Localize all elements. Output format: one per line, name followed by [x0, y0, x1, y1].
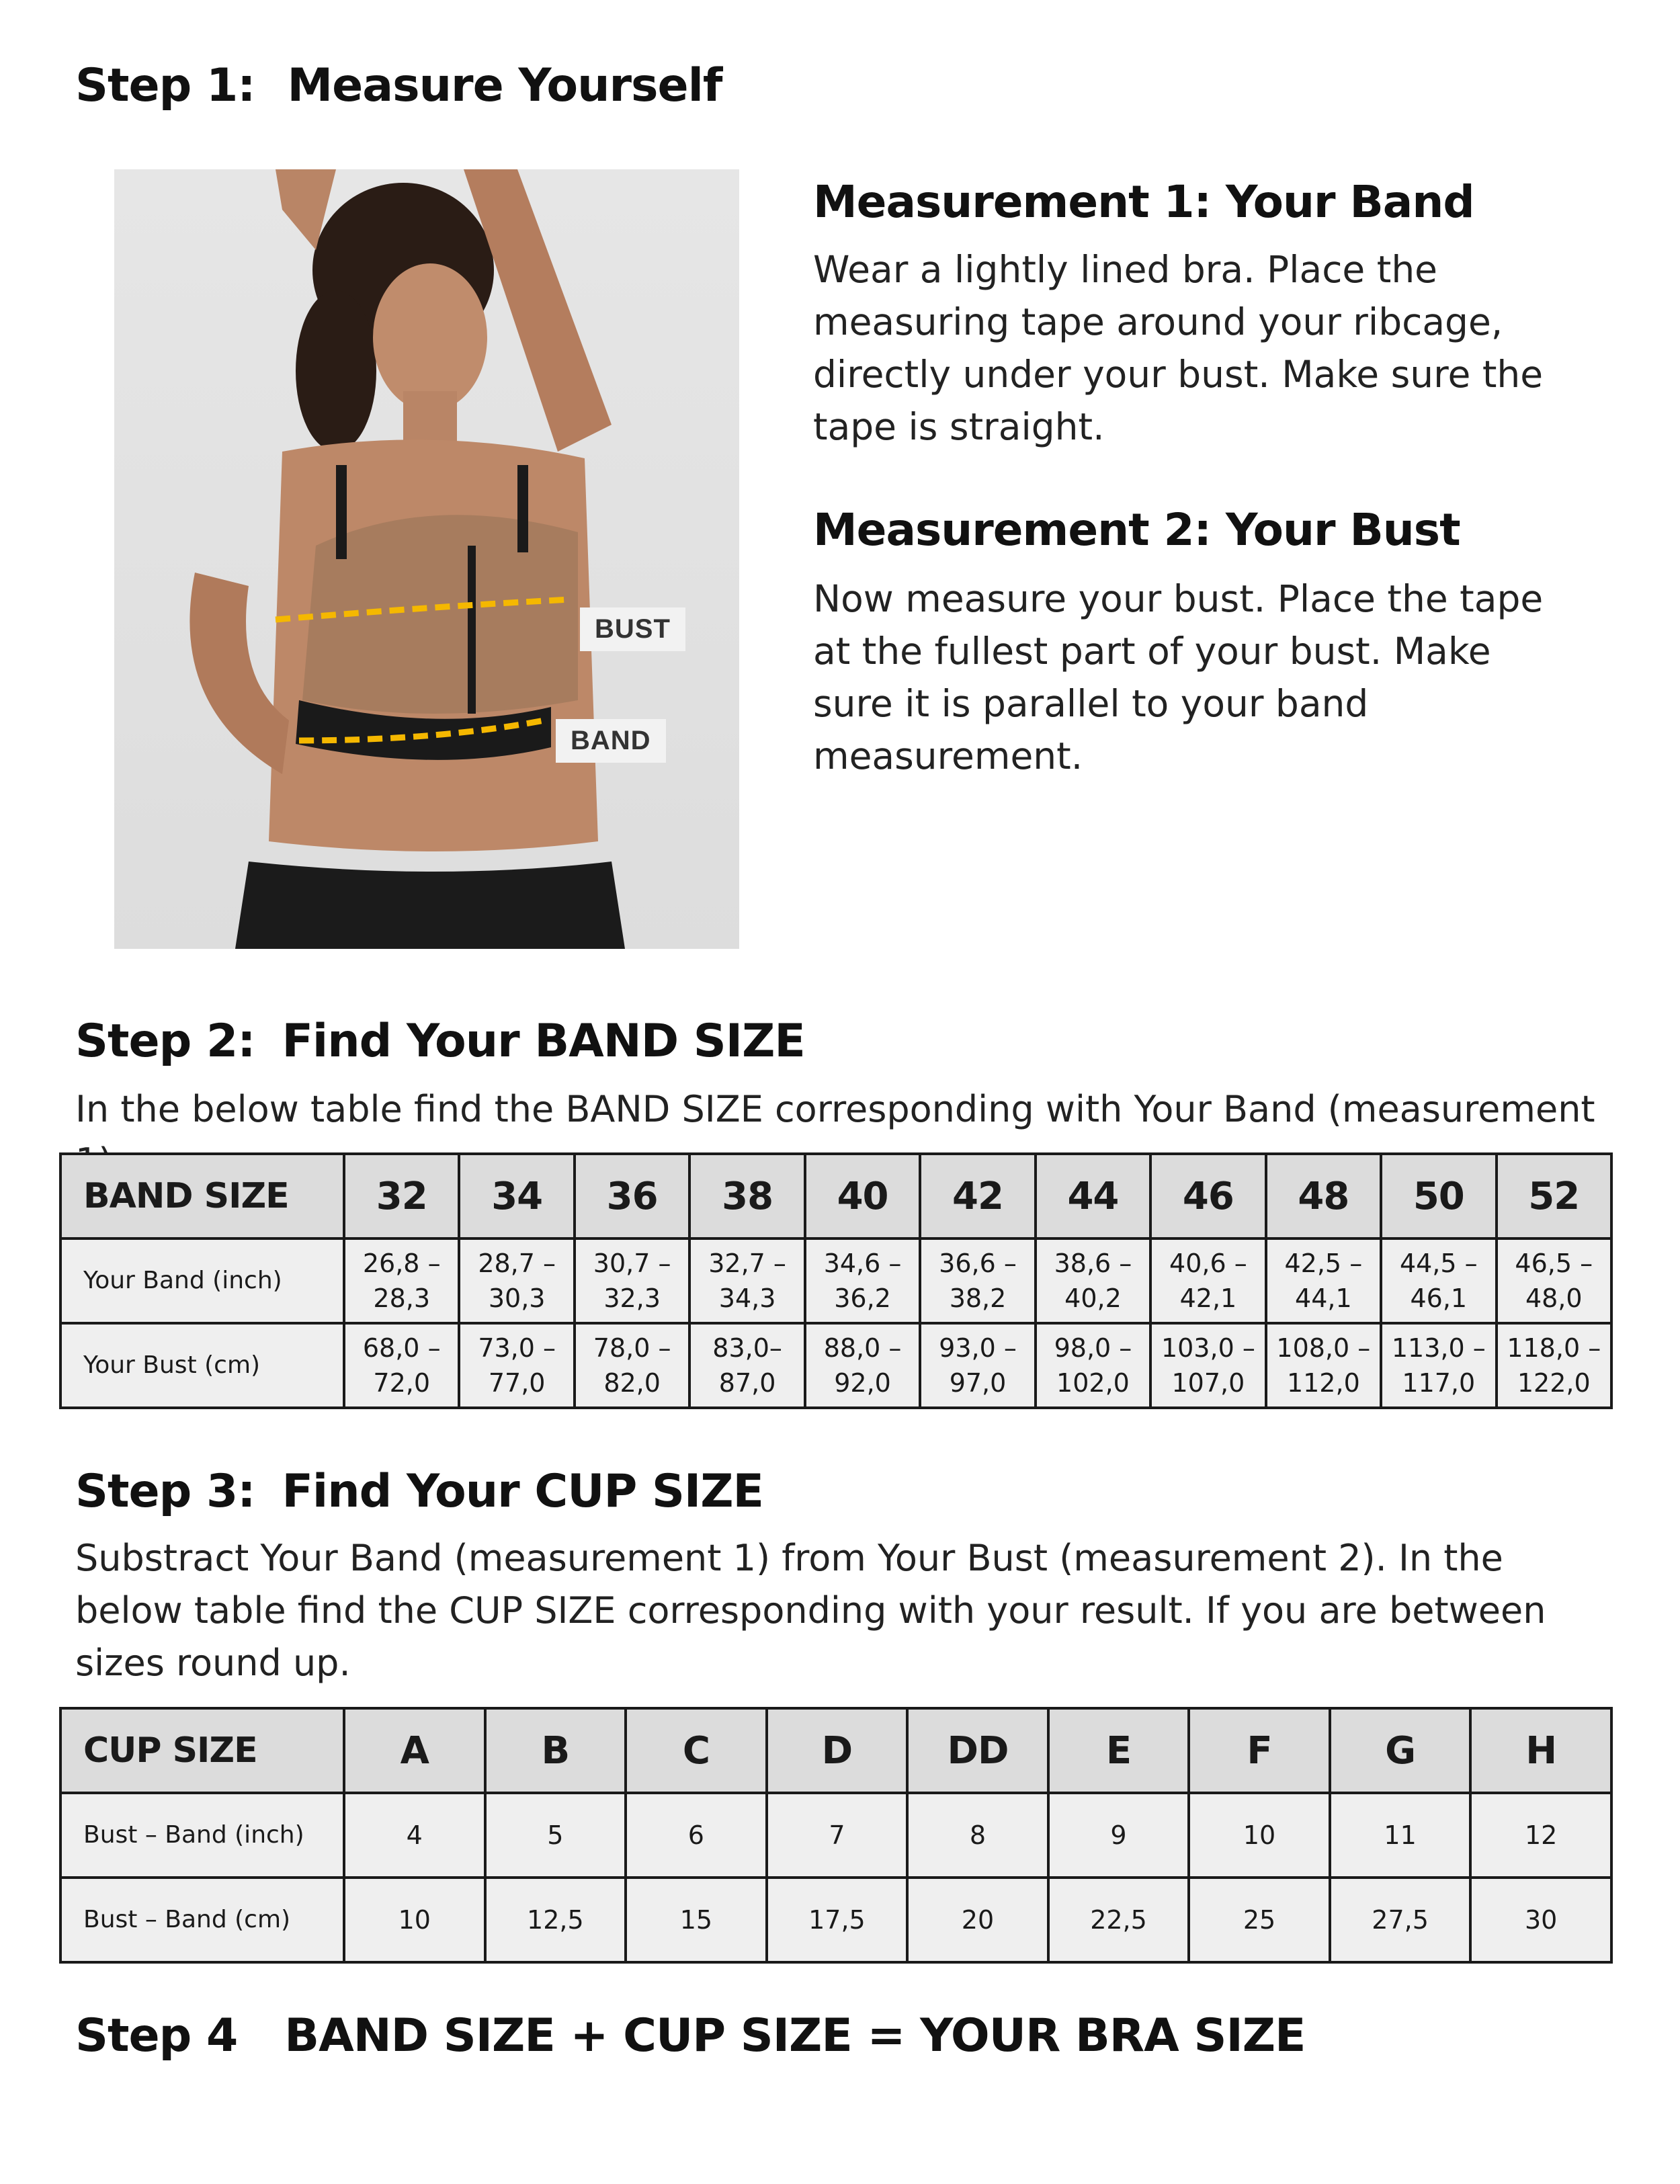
range-cell: 103,0 – 107,0: [1150, 1323, 1265, 1408]
cup-size-header-row: [60, 1708, 1611, 1793]
range-cell: 36,6 – 38,2: [920, 1238, 1035, 1323]
cup-size-cell: H: [1470, 1708, 1611, 1793]
band-size-cell: 44: [1036, 1154, 1150, 1238]
cup-size-cell: C: [626, 1708, 767, 1793]
step2-title: Find Your BAND SIZE: [282, 1015, 805, 1068]
range-cell: 88,0 – 92,0: [805, 1323, 920, 1408]
row-label: Bust – Band (inch): [60, 1793, 344, 1878]
cup-size-cell: DD: [907, 1708, 1048, 1793]
model-illustration: [114, 169, 739, 949]
row-label: Your Bust (cm): [60, 1323, 344, 1408]
table-row: [60, 1238, 1611, 1323]
value-cell: 22,5: [1048, 1878, 1189, 1962]
measurement2-text: Now measure your bust. Place the tape at the fullest part of your bust. Make sure it is parallel to your band measurement.: [813, 577, 1544, 778]
range-cell: 118,0 – 122,0: [1497, 1323, 1611, 1408]
row-label: Bust – Band (cm): [60, 1878, 344, 1962]
range-cell: 38,6 – 40,2: [1036, 1238, 1150, 1323]
cup-size-cell: F: [1189, 1708, 1330, 1793]
measurement-photo: [114, 169, 739, 949]
step2-intro: In the below table find the BAND SIZE corresponding with Your Band (measurement: [75, 1088, 1595, 1130]
band-size-cell: 50: [1381, 1154, 1496, 1238]
table-row: [60, 1323, 1611, 1408]
cup-size-cell: B: [485, 1708, 626, 1793]
range-cell: 68,0 – 72,0: [344, 1323, 459, 1408]
band-size-cell: 42: [920, 1154, 1035, 1238]
measurement2-title: Measurement 2: Your Bust: [813, 504, 1460, 556]
value-cell: 4: [344, 1793, 485, 1878]
cup-size-cell: G: [1330, 1708, 1471, 1793]
band-size-cell: 38: [689, 1154, 804, 1238]
band-tag: BAND: [556, 719, 666, 763]
step4-title: BAND SIZE + CUP SIZE = YOUR BRA SIZE: [284, 2009, 1306, 2062]
cup-size-cell: E: [1048, 1708, 1189, 1793]
value-cell: 17,5: [767, 1878, 908, 1962]
value-cell: 8: [907, 1793, 1048, 1878]
measurement1-title: Measurement 1: Your Band: [813, 176, 1474, 228]
range-cell: 28,7 – 30,3: [459, 1238, 574, 1323]
range-cell: 46,5 – 48,0: [1497, 1238, 1611, 1323]
band-size-cell: 52: [1497, 1154, 1611, 1238]
range-cell: 98,0 – 102,0: [1036, 1323, 1150, 1408]
value-cell: 12,5: [485, 1878, 626, 1962]
step2-heading: [75, 1015, 805, 1068]
value-cell: 10: [344, 1878, 485, 1962]
step3-intro: Substract Your Band (measurement 1) from Your Bust (measurement 2). In the below table find the CUP SIZE corresponding with your result. If you are between sizes round up.: [75, 1537, 1546, 1684]
cup-size-cell: D: [767, 1708, 908, 1793]
value-cell: 5: [485, 1793, 626, 1878]
band-size-cell: 40: [805, 1154, 920, 1238]
cup-size-table: [59, 1707, 1613, 1964]
band-size-header: BAND SIZE: [60, 1154, 344, 1238]
range-cell: 26,8 – 28,3: [344, 1238, 459, 1323]
range-cell: 113,0 – 117,0: [1381, 1323, 1496, 1408]
step1-heading: [75, 59, 722, 112]
cup-size-cell: A: [344, 1708, 485, 1793]
range-cell: 32,7 – 34,3: [689, 1238, 804, 1323]
value-cell: 7: [767, 1793, 908, 1878]
range-cell: 93,0 – 97,0: [920, 1323, 1035, 1408]
band-size-cell: 48: [1266, 1154, 1381, 1238]
step4-heading: [75, 2009, 1306, 2062]
value-cell: 10: [1189, 1793, 1330, 1878]
band-size-cell: 36: [575, 1154, 689, 1238]
range-cell: 73,0 – 77,0: [459, 1323, 574, 1408]
step1-title: Measure Yourself: [287, 59, 722, 112]
value-cell: 11: [1330, 1793, 1471, 1878]
band-size-header-row: [60, 1154, 1611, 1238]
range-cell: 78,0 – 82,0: [575, 1323, 689, 1408]
step4-number: Step 4: [75, 2009, 238, 2062]
value-cell: 30: [1470, 1878, 1611, 1962]
bust-tag: BUST: [580, 607, 685, 651]
measurement1-text: Wear a lightly lined bra. Place the measuring tape around your ribcage, directly under your bust. Make sure the tape is straight.: [813, 248, 1544, 448]
range-cell: 83,0– 87,0: [689, 1323, 804, 1408]
cup-size-header: CUP SIZE: [60, 1708, 344, 1793]
band-size-table: [59, 1152, 1613, 1409]
step3-title: Find Your CUP SIZE: [282, 1465, 763, 1518]
value-cell: 15: [626, 1878, 767, 1962]
range-cell: 42,5 – 44,1: [1266, 1238, 1381, 1323]
value-cell: 25: [1189, 1878, 1330, 1962]
table-row: [60, 1793, 1611, 1878]
band-size-cell: 34: [459, 1154, 574, 1238]
step2-number: Step 2:: [75, 1015, 255, 1068]
band-size-cell: 32: [344, 1154, 459, 1238]
value-cell: 9: [1048, 1793, 1189, 1878]
range-cell: 30,7 – 32,3: [575, 1238, 689, 1323]
step3-heading: [75, 1465, 763, 1518]
range-cell: 34,6 – 36,2: [805, 1238, 920, 1323]
value-cell: 6: [626, 1793, 767, 1878]
range-cell: 40,6 – 42,1: [1150, 1238, 1265, 1323]
row-label: Your Band (inch): [60, 1238, 344, 1323]
band-size-cell: 46: [1150, 1154, 1265, 1238]
range-cell: 44,5 – 46,1: [1381, 1238, 1496, 1323]
step1-number: Step 1:: [75, 59, 255, 112]
value-cell: 27,5: [1330, 1878, 1471, 1962]
range-cell: 108,0 – 112,0: [1266, 1323, 1381, 1408]
step3-number: Step 3:: [75, 1465, 255, 1518]
value-cell: 12: [1470, 1793, 1611, 1878]
table-row: [60, 1878, 1611, 1962]
value-cell: 20: [907, 1878, 1048, 1962]
